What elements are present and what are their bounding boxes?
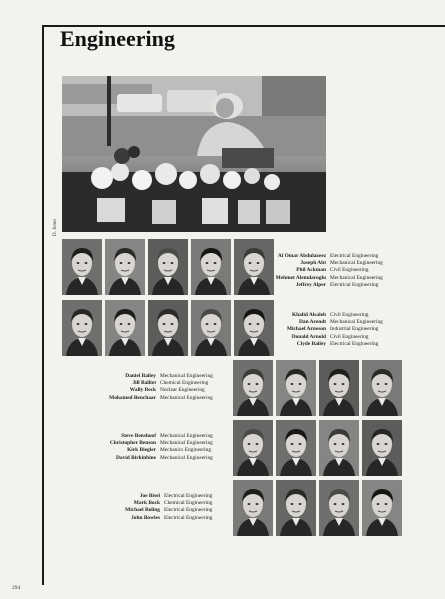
- photo-credit: D. Jones: [53, 218, 58, 236]
- student-major: Chemical Engineering: [160, 380, 209, 387]
- roster-row: [270, 282, 383, 289]
- student-name: Michael Boling: [125, 507, 160, 514]
- roster-group-1: [270, 253, 383, 289]
- student-major: Civil Engineering: [330, 333, 369, 340]
- student-portrait: [362, 360, 402, 416]
- roster-row: [268, 312, 383, 319]
- student-portrait: [276, 480, 316, 536]
- roster-row: [270, 267, 383, 274]
- student-portrait: [319, 360, 359, 416]
- student-major: Electrical Engineering: [164, 507, 213, 514]
- student-name: Daniel Bailey: [125, 373, 156, 379]
- roster-group-5: [106, 493, 212, 522]
- student-major: Electrical Engineering: [164, 493, 213, 499]
- student-portrait: [234, 239, 274, 295]
- student-portrait: [105, 300, 145, 356]
- roster-row: [98, 440, 213, 447]
- roster-row: [98, 373, 213, 380]
- student-name: Jeffrey Alper: [295, 281, 326, 288]
- student-major: Mechanical Engineering: [330, 260, 383, 267]
- student-name: Joe Bisel: [139, 493, 160, 499]
- student-portrait: [276, 360, 316, 416]
- student-portrait: [362, 480, 402, 536]
- student-portrait: [148, 300, 188, 356]
- feature-photo: [62, 76, 326, 232]
- student-major: Electrical Engineering: [164, 514, 213, 521]
- student-name: Christopher Benson: [109, 440, 156, 447]
- student-portrait: [105, 239, 145, 295]
- left-rule: [42, 25, 44, 585]
- student-major: Electrical Engineering: [330, 340, 379, 347]
- student-name: Phil Ackman: [296, 267, 326, 274]
- student-name: Kirk Biegler: [127, 447, 156, 454]
- roster-row: [98, 447, 213, 454]
- student-major: Electrical Engineering: [330, 253, 379, 259]
- student-portrait: [233, 420, 273, 476]
- student-portrait: [62, 239, 102, 295]
- roster-row: [98, 433, 213, 440]
- student-name: Michael Arneson: [286, 326, 326, 333]
- student-name: Jill Balliet: [132, 380, 156, 387]
- student-portrait: [191, 239, 231, 295]
- student-major: Mechanical Engineering: [330, 319, 383, 326]
- student-name: Dan Arendt: [298, 319, 326, 326]
- student-name: David Birkinbine: [116, 454, 156, 461]
- roster-row: [270, 260, 383, 267]
- student-portrait: [148, 239, 188, 295]
- student-name: Clyde Bailey: [296, 340, 326, 347]
- student-portrait: [233, 480, 273, 536]
- student-portrait: [319, 480, 359, 536]
- roster-row: [98, 380, 213, 387]
- roster-row: [268, 334, 383, 341]
- student-major: Nuclear Engineering: [160, 387, 205, 394]
- student-major: Mechanical Engineering: [160, 373, 213, 379]
- roster-row: [106, 500, 212, 507]
- roster-row: [268, 341, 383, 348]
- student-name: John Bowles: [131, 514, 160, 521]
- student-major: Mechanical Engineering: [330, 274, 383, 281]
- flower-vendor-illustration: [62, 76, 326, 232]
- student-portrait: [62, 300, 102, 356]
- student-major: Civil Engineering: [330, 267, 369, 274]
- student-portrait: [233, 360, 273, 416]
- roster-row: [98, 387, 213, 394]
- roster-row: [270, 253, 383, 260]
- student-portrait: [191, 300, 231, 356]
- roster-row: [106, 515, 212, 522]
- roster-row: [98, 455, 213, 462]
- roster-row: [270, 275, 383, 282]
- student-major: Mechanical Engineering: [160, 440, 213, 447]
- roster-row: [268, 326, 383, 333]
- student-major: Mechanical Engineering: [160, 454, 213, 461]
- page-title: Engineering: [60, 26, 175, 51]
- student-name: Mohamed Benchaar: [109, 394, 156, 401]
- student-name: Mark Bock: [133, 500, 160, 507]
- student-portrait: [362, 420, 402, 476]
- student-name: Khalid Alsaleh: [291, 312, 326, 318]
- roster-row: [98, 395, 213, 402]
- roster-group-4: [98, 433, 213, 462]
- student-major: Mechanical Engineering: [160, 433, 213, 439]
- student-name: Wally Beck: [129, 387, 156, 394]
- student-major: Mechanical Engineering: [160, 394, 213, 401]
- roster-row: [268, 319, 383, 326]
- student-portrait: [319, 420, 359, 476]
- student-name: Mehmet Alemdaroglu: [275, 274, 326, 281]
- page-number: 294: [12, 585, 21, 591]
- roster-row: [106, 507, 212, 514]
- student-major: Mechanics Engineering: [160, 447, 212, 454]
- roster-group-2: [268, 312, 383, 348]
- student-name: Steve Benshoof: [121, 433, 156, 439]
- roster-row: [106, 493, 212, 500]
- student-major: Electrical Engineering: [330, 281, 379, 288]
- student-name: Joseph Abt: [300, 260, 326, 267]
- student-name: Al Omar Abdulazeez: [277, 253, 326, 259]
- student-major: Civil Engineering: [330, 312, 369, 318]
- roster-group-3: [98, 373, 213, 402]
- student-name: Donald Arnold: [291, 333, 326, 340]
- student-major: Industrial Engineering: [330, 326, 379, 333]
- student-major: Chemical Engineering: [164, 500, 213, 507]
- student-portrait: [276, 420, 316, 476]
